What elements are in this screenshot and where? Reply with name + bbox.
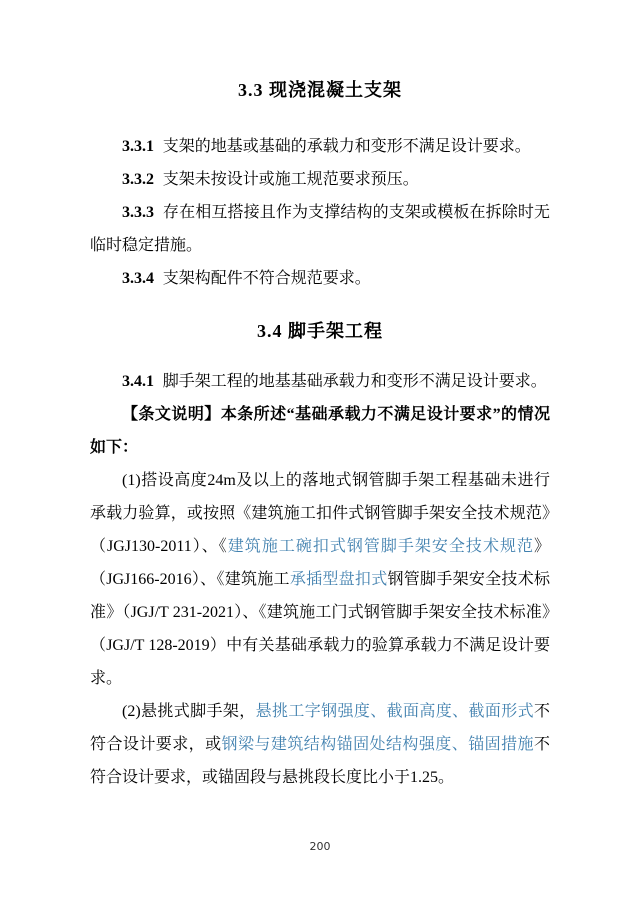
text-segment: (2)悬挑式脚手架， — [122, 703, 256, 720]
clause-text: 支架未按设计或施工规范要求预压。 — [162, 171, 419, 188]
highlighted-text: 建筑施工碗扣式钢管脚手架安全技术规范 — [227, 538, 534, 555]
clause-number: 3.3.3 — [122, 204, 154, 221]
clause-3-4-1 — [90, 365, 550, 398]
clause-text: 脚手架工程的地基基础承载力和变形不满足设计要求。 — [162, 373, 547, 390]
commentary-label: 【条文说明】 — [122, 406, 221, 423]
highlighted-text: 悬挑工字钢强度、截面高度、截面形式 — [255, 703, 534, 720]
clause-text: 支架的地基或基础的承载力和变形不满足设计要求。 — [162, 138, 531, 155]
text-segment: 不符合设计要求，或 — [90, 703, 550, 753]
clause-3-3-3 — [90, 196, 550, 262]
clause-3-3-1 — [90, 130, 550, 163]
page-number: 200 — [309, 840, 331, 853]
clause-3-3-2 — [90, 163, 550, 196]
clause-number: 3.3.2 — [122, 171, 154, 188]
section-3-4-heading: 3.4 脚手架工程 — [257, 321, 383, 341]
commentary-text: 本条所述“基础承载力不满足设计要求”的情况如下： — [90, 406, 550, 456]
clause-3-3-4 — [90, 262, 550, 295]
clause-text: 支架构配件不符合规范要求。 — [162, 270, 371, 287]
explanation-paragraph-2 — [90, 695, 550, 794]
clause-number: 3.3.4 — [122, 270, 154, 287]
section-3-3-heading: 3.3 现浇混凝土支架 — [238, 80, 402, 100]
clause-number: 3.3.1 — [122, 138, 154, 155]
commentary-paragraph — [90, 398, 550, 464]
explanation-paragraph-1 — [90, 464, 550, 695]
highlighted-text: 承插型盘扣式 — [289, 571, 388, 588]
clause-number: 3.4.1 — [122, 373, 154, 390]
text-segment: 》（JGJ166-2016）、《建筑施工 — [90, 538, 550, 588]
highlighted-text: 钢梁与建筑结构锚固处结构强度、锚固措施 — [221, 736, 534, 753]
text-segment: 钢管脚手架安全技术标准》（JGJ/T 231-2021）、《建筑施工门式钢管脚手架安全技术标准》（JGJ/T 128-2019）中有关基础承载力的验算承载力不满足设计要求。 — [90, 571, 550, 687]
text-segment: 不符合设计要求，或锚固段与悬挑段长度比小于1.25。 — [90, 736, 550, 786]
text-segment: (1)搭设高度24m及以上的落地式钢管脚手架工程基础未进行承载力验算，或按照《建筑施工扣件式钢管脚手架安全技术规范》（JGJ130-2011）、《 — [90, 472, 550, 555]
clause-text: 存在相互搭接且作为支撑结构的支架或模板在拆除时无临时稳定措施。 — [90, 204, 550, 254]
